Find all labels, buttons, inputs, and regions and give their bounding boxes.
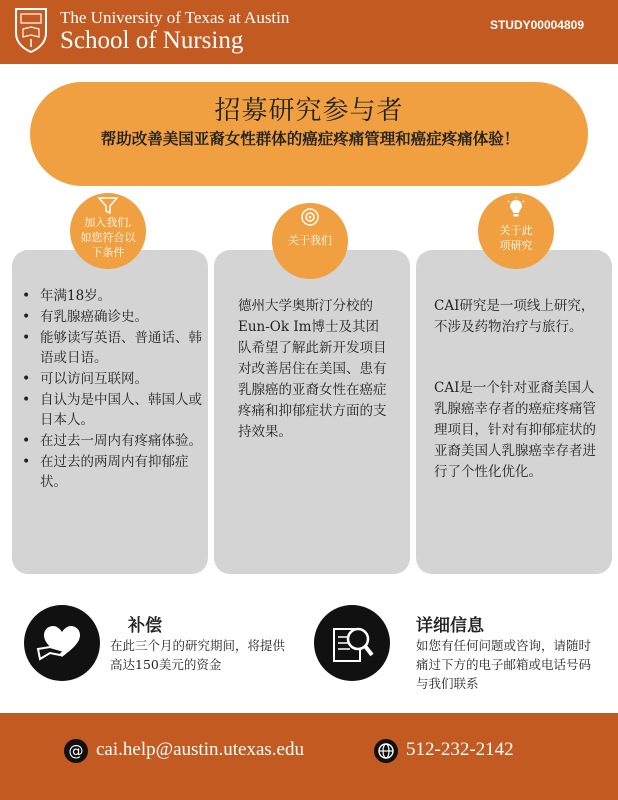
footer — [0, 713, 618, 800]
eligibility-item: • 年满18岁。 — [22, 286, 202, 306]
details-title: 详细信息 — [416, 616, 484, 636]
eligibility-item: • 在过去的两周内有抑郁症状。 — [22, 452, 202, 492]
eligibility-item: • 可以访问互联网。 — [22, 369, 202, 389]
join-circle — [70, 193, 146, 269]
details-text: 如您有任何问题或咨询，请随时痛过下方的电子邮箱或电话号码与我们联系 — [416, 638, 592, 691]
eligibility-item: • 在过去一周内有疼痛体验。 — [22, 431, 202, 451]
join-label: 加入我们, 如您符合以 下条件 — [80, 216, 136, 259]
email-link[interactable]: cai.help@austin.utexas.edu — [96, 739, 304, 760]
about-us-text: 德州大学奥斯汀分校的Eun-Ok Im博士及其团队希望了解此新开发项目对改善居住在美国、患有乳腺癌的亚裔女性在癌症疼痛和抑郁症状方面的支持效果。 — [238, 298, 387, 440]
about-us-panel — [214, 250, 410, 574]
recruitment-banner — [30, 82, 588, 186]
lightbulb-icon — [506, 197, 526, 219]
ut-seal-icon — [14, 7, 48, 53]
eligibility-item: • 有乳腺癌确诊史。 — [22, 307, 202, 327]
globe-icon — [374, 739, 398, 763]
about-study-panel — [416, 250, 612, 574]
heart-hand-icon — [24, 605, 100, 681]
filter-icon — [98, 197, 118, 215]
about-us-label: 关于我们 — [288, 234, 332, 247]
eligibility-item: • 自认为是中国人、韩国人或日本人。 — [22, 390, 202, 430]
about-study-text-1: CAI研究是一项线上研究，不涉及药物治疗与旅行。 — [434, 298, 595, 335]
phone-link[interactable]: 512-232-2142 — [406, 739, 514, 760]
header — [0, 0, 618, 64]
about-study-circle — [478, 193, 554, 269]
about-us-circle — [272, 203, 348, 279]
document-search-icon — [314, 605, 390, 681]
at-icon: @ — [64, 739, 88, 763]
about-study-text-2: CAI是一个针对亚裔美国人乳腺癌幸存者的癌症疼痛管理项目，针对有抑郁症状的亚裔美国人乳腺癌幸存者进行了个性化优化。 — [434, 380, 596, 480]
banner-subtitle: 帮助改善美国亚裔女性群体的癌症疼痛管理和癌症疼痛体验！ — [100, 129, 520, 148]
banner-title: 招募研究参与者 — [214, 96, 404, 126]
school-name: School of Nursing — [60, 27, 244, 54]
about-study-label: 关于此 项研究 — [499, 224, 533, 252]
eligibility-item: • 能够读写英语、普通话、韩语或日语。 — [22, 328, 202, 368]
eligibility-panel — [12, 250, 208, 574]
study-id: STUDY00004809 — [489, 18, 584, 32]
details-icon-circle — [314, 605, 390, 681]
compensation-title: 补偿 — [128, 616, 162, 636]
target-icon — [300, 207, 320, 227]
compensation-text: 在此三个月的研究期间，将提供高达150美元的资金 — [110, 638, 286, 672]
university-name: The University of Texas at Austin — [60, 8, 290, 27]
compensation-icon-circle — [24, 605, 100, 681]
